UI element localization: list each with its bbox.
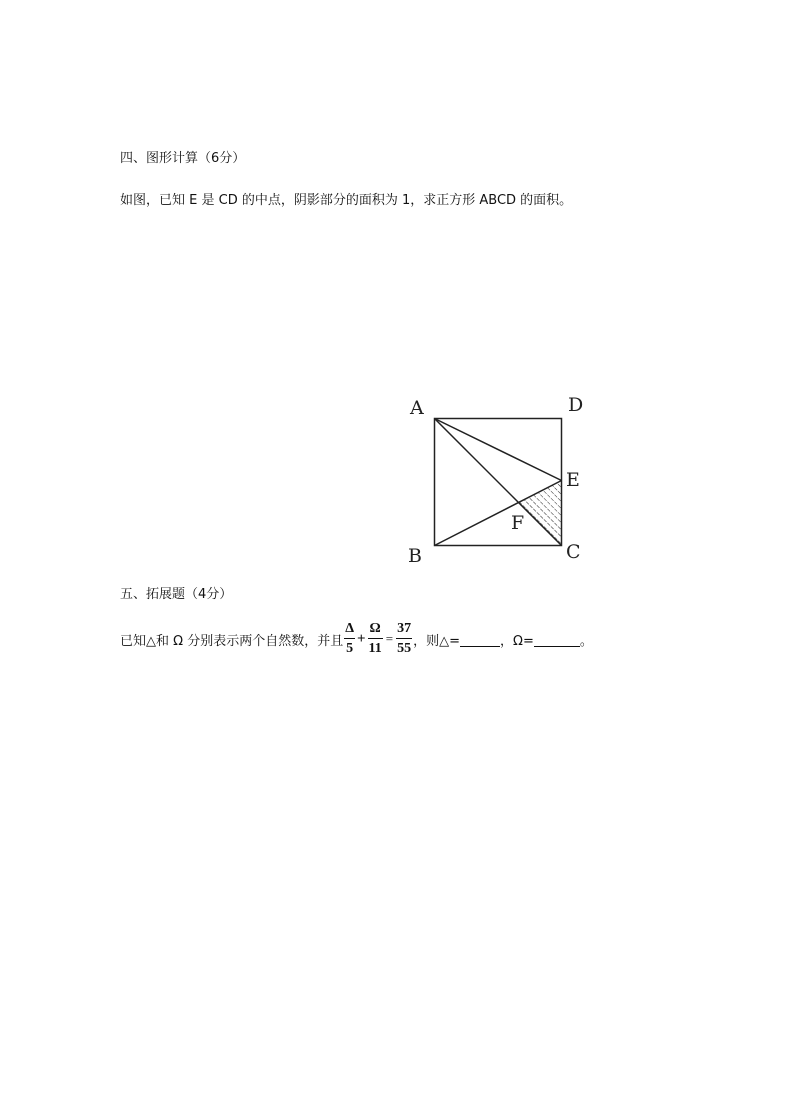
fraction-omega-over-11 bbox=[368, 621, 383, 657]
label-e: E bbox=[566, 469, 580, 491]
fraction-denominator: 55 bbox=[397, 641, 412, 656]
fraction-numerator: Δ bbox=[345, 621, 354, 636]
section-5-heading: 五、拓展题（4分） bbox=[120, 587, 233, 602]
delta-answer-blank[interactable] bbox=[460, 632, 500, 647]
segment-ae bbox=[435, 419, 562, 481]
plus-sign: + bbox=[356, 630, 366, 647]
fraction-37-over-55 bbox=[396, 621, 412, 657]
then-omega-text: ，Ω= bbox=[500, 633, 534, 649]
label-a: A bbox=[410, 397, 424, 419]
square-abcd-figure bbox=[400, 390, 600, 570]
label-d: D bbox=[568, 394, 584, 416]
fraction-numerator: 37 bbox=[397, 621, 412, 636]
fraction-denominator: 5 bbox=[346, 641, 354, 656]
label-b: B bbox=[408, 545, 422, 567]
section-4-problem-text: 如图，已知 E 是 CD 的中点，阴影部分的面积为 1，求正方形 ABCD 的面积。 bbox=[120, 193, 573, 208]
fraction-denominator: 11 bbox=[368, 641, 382, 656]
omega-answer-blank[interactable] bbox=[534, 632, 580, 647]
fraction-delta-over-5 bbox=[344, 621, 355, 657]
then-delta-text: ，则△= bbox=[413, 633, 461, 649]
label-f: F bbox=[511, 512, 525, 534]
section-4-heading: 四、图形计算（6分） bbox=[120, 151, 246, 166]
segment-ac bbox=[435, 419, 562, 546]
equals-sign: = bbox=[385, 631, 394, 646]
sentence-end: 。 bbox=[579, 633, 593, 649]
problem-prefix: 已知△和 Ω 分别表示两个自然数，并且 bbox=[120, 633, 344, 649]
fraction-numerator: Ω bbox=[369, 621, 381, 636]
section-5-problem-line bbox=[120, 618, 593, 660]
shaded-triangle-fce bbox=[519, 481, 562, 546]
label-c: C bbox=[566, 541, 581, 563]
